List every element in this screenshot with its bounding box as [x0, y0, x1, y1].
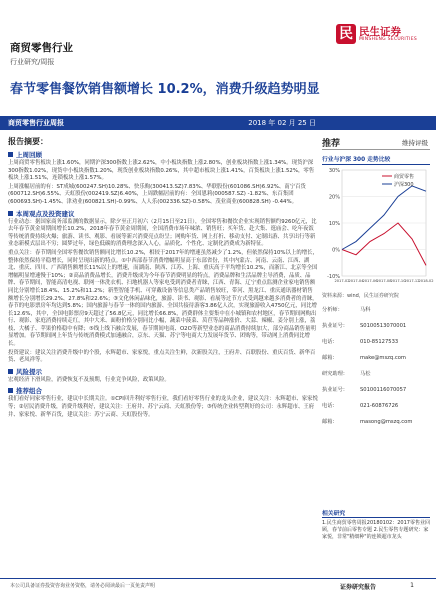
logo-cn: 民生证券 [359, 26, 401, 38]
analyst-role: 执业证号： [322, 323, 348, 329]
square-bullet-icon [8, 388, 13, 393]
analyst-row [322, 338, 430, 345]
analyst-role: 邮箱： [322, 355, 338, 361]
square-bullet-icon [8, 152, 13, 157]
summary-heading: 报告摘要： [8, 137, 48, 146]
logo-en: MINSHENG SECURITIES [359, 37, 418, 42]
analyst-role: 执业证号： [322, 387, 348, 393]
legend-label: 沪深300 [394, 182, 414, 188]
analyst-row [322, 306, 430, 313]
analyst-value: 马科 [360, 307, 371, 313]
page-header [0, 0, 436, 70]
x-tick-label: 2017-02 [334, 279, 350, 283]
analyst-value: 010-85127533 [360, 339, 399, 345]
section-band [0, 116, 436, 130]
paragraph: 宏观经济下滑风险，消费恢复不及预期，行业竞争风险，政策风险。 [8, 376, 170, 383]
paragraph: 我们看好同家零售行业，建议中长期关注。①CPI回升利好零售行业，我们看好零售行业的龙头企业，建议关注：永辉超市、家家悦等；②居民消费升级，消费升级利好，建议关注：王府井、苏宁云商、天虹股份等；③传统企业转型利好的公司：永辉超市、王府井、家家悦、新华百货，建议关注：苏宁云商、天虹股份等。 [8, 396, 318, 418]
section-heading: 风险提示 [8, 367, 318, 376]
x-tick-label: 2018-02 [418, 279, 434, 283]
page-number: 1 [410, 582, 414, 589]
analyst-value: S0100116070057 [360, 387, 407, 393]
series-line [342, 186, 426, 250]
minsheng-logo [336, 24, 428, 46]
y-tick-label: 30% [328, 168, 340, 174]
analyst-row [322, 386, 430, 393]
sidebar [322, 134, 434, 576]
y-tick-label: 10% [328, 221, 340, 227]
paragraph: 行业动态：据国家商务部监测的数据显示，除夕至正月初六（2月15日至21日），全国零售和餐饮企业实现销售额约9260亿元，比去年春节黄金周期间增长10.2%，2018年春节黄金周期间，全国消费市场年味浓、销售旺；买年货、赴大集、逛庙会、吃年夜饭等传统消费持续火爆；旅游、读书、观影、看展等新兴消费亮点纷呈；网购年货、网上打折、移动支付、定制出游、共享出行等新业态新模式层出不穷；圆梦过年，绿色低碳的消费理念深入人心，品质化、个性化、定制化消费成为新特征。 [8, 218, 317, 248]
x-tick-label: 2017-10 [390, 279, 406, 283]
x-tick-label: 2017-08 [376, 279, 392, 283]
y-tick-label: 0% [332, 247, 340, 254]
page-footer [0, 578, 436, 594]
analyst-value: 021-60876726 [360, 403, 399, 409]
analyst-role: 研究助理： [322, 371, 348, 377]
band-label: 商贸零售行业周报 [8, 119, 64, 127]
rating-value: 维持评级 [402, 139, 428, 147]
report-title: 春节零售餐饮销售额增长 10.2%，消费升级趋势明显 [10, 82, 320, 97]
analyst-value: masong@mszq.com [360, 419, 413, 425]
square-bullet-icon [8, 369, 13, 374]
analyst-row [322, 370, 430, 377]
disclaimer: 本公司具备证券投资咨询业务资格，请务必阅读最后一页免责声明 [10, 583, 156, 589]
analyst-row [322, 354, 430, 361]
legend-label: 商贸零售 [394, 174, 415, 180]
paragraph: 上周商贸零售板块上涨1.60%，同期沪深300指数上涨2.62%，中小板块指数上涨2.80%，创业板块指数上涨1.34%。现货沪深300指数1.02%，现货中小板块指数1.20%，现货创业板块指数0.26%，其中超市板块上涨1.41%，百货板块上涨1.52%，零售板块上涨1.51%，连锁板块上涨1.57%。 [8, 160, 315, 182]
chart-source: 资料来源：wind，民生证券研究院 [322, 293, 399, 299]
analyst-role: 电话： [322, 403, 338, 409]
paragraph: 上周涨幅居前的有：ST成城(600247.SH)10.28%、快乐购(300413.SZ)7.83%、华联股份(601086.SH)6.92%、南宁百货(600712.SH)6.55%、天虹股份(002419.SZ)6.40%，上周跌幅居前的有：全国恩莉(000587.SZ) -1.82%、东百集团(600693.SH)-1.45%、津劝业(600821.SH)-0.99%、人人乐(002336.SZ)-0.58%、茂业商业(600828.SH) -0.44%。 [8, 183, 306, 205]
y-tick-label: 20% [328, 194, 340, 201]
industry-title: 商贸零售行业 [10, 42, 73, 54]
section-heading: 推荐组合 [8, 386, 318, 395]
y-tick-label: -10% [327, 274, 340, 280]
analyst-value: 马松 [360, 371, 371, 377]
series-line [342, 223, 426, 265]
square-bullet-icon [8, 211, 13, 216]
analyst-row [322, 322, 430, 329]
section-heading: 本周观点及投资建议 [8, 209, 318, 218]
footer-brand: 证券研究报告 [339, 584, 376, 591]
report-subtitle: 行业研究/周报 [10, 58, 55, 66]
analyst-role: 邮箱： [322, 419, 338, 425]
x-tick-label: 2017-04 [348, 279, 364, 283]
analyst-row [322, 418, 430, 425]
analyst-role: 分析师： [322, 307, 343, 313]
paragraph: 投资建议：建议关注消费升级中的个股，永辉超市、家家悦，重点关注生鲜，次新股关注，王府井、百联股份、重庆百货、新华百货、老凤祥等。 [8, 349, 316, 364]
related-text: 1.民生商贸零售周报20180102：2017零售业回顾，春节前后零售专题 2.民生零售专题研究：家家悦，非常"精细种"的连锁超市龙头 [322, 520, 430, 540]
paragraph: 重点关注：春节期间全国零售餐饮销售额同比增长10.2%，相较于2017年的增速虽然减少了1.2%，但依然保持10%以上的增长，整体依然保持平稳增长，同时呈现出新的特点。①中西部春节消费增幅明显高于东部省份，其中内蒙古、河南、云南、江西、湖北、重庆、四川、广西销售额增长11%以上的增速，而湖南、陕西、江苏、上海、重庆高于平均增长10.2%，而浙江、北京等全国增幅明显增速慢于10%；②高品消费品增长，消费升级成为今年春节消费明显的特点，消费品牌和生活品牌主导消费，品质、品牌、春节期间，智能高清电视、联网一体洗衣机、扫地机器人等家电受到消费者青睐，江西、青海、辽宁重点监测企业家电销售额同比分别增长18.4%、15.2%和11.2%；新型智能手机、可穿戴设备等信息类产品销售较旺，带河、黑龙江、重庆通讯器材销售额增长分别增长29.2%、27.8%和22.6%；③文化休闲品味化，旅游、读书、观影、看展等过节方式受到越来越多消费者的青睐，春节的电影票房年均达到5.8%；国内旅游与春节一体的国内旅游、全国共接待游客3.86亿人次，实现旅游收入4750亿元，同比增长12.6%，其中，全国电影票房9天超过了56.8亿元，同比增长66.8%，消费群体主要集中在小城镇和农村地区，春节期间网购出行、观影、家庭消费持续走红，其中大米、面粉价格分别同比小幅，蔬菜中菠菜、莴苣等品种涨价、大蒜、辣椒、姜分别上涨，荔枝、大橘子、苹果价格稳中有降；⑤线上线下融合发展，春节期间电商、O2O等新型业态的商品消费持续加大，部分商品销售量明显增加。春节期间网上年货与传统消费模式加速融合，京东、天猫、苏宁等电商大力发展年货节、团购等，带动网上消费同比增长。 [8, 249, 318, 348]
analyst-value: S0100513070001 [360, 323, 407, 329]
rating-box [322, 134, 430, 150]
related-title: 相关研究 [322, 508, 430, 518]
main-content [8, 134, 318, 576]
trend-chart [322, 164, 434, 288]
analyst-role: 电话： [322, 339, 338, 345]
section-heading: 上周回顾 [8, 150, 318, 159]
chart-title: 行业与沪深 300 走势比较 [322, 154, 430, 165]
x-tick-label: 2017-06 [362, 279, 378, 283]
analyst-row [322, 402, 430, 409]
analyst-value: make@mszq.com [360, 355, 406, 361]
x-tick-label: 2017-12 [404, 279, 420, 283]
report-date: 2018 年 02 月 25 日 [248, 119, 316, 127]
logo-mark-icon: 民 [336, 24, 356, 44]
rating-label: 推荐 [322, 139, 341, 149]
